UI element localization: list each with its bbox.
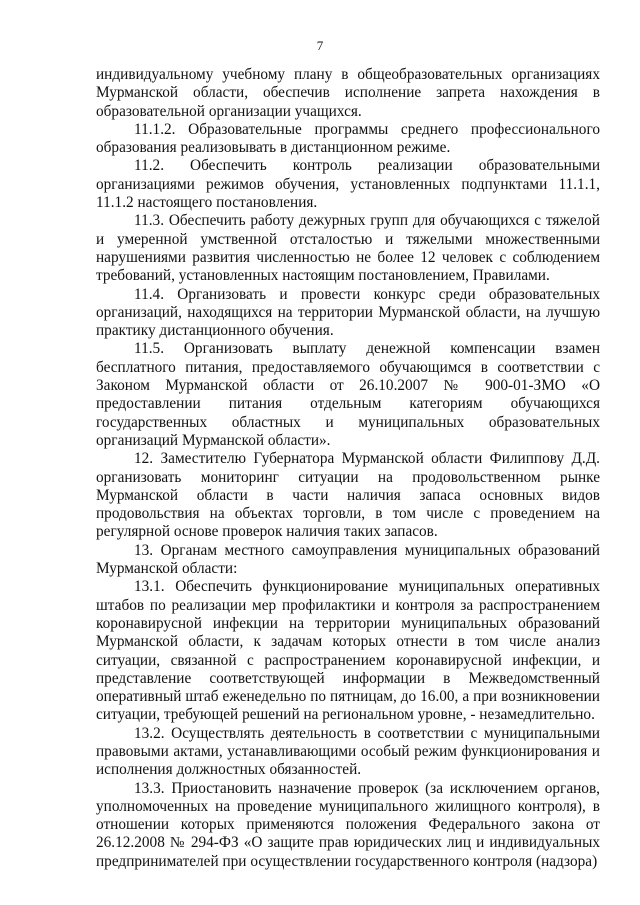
paragraph-11-2: 11.2. Обеспечить контроль реализации образовательными организациями режимов обучения, установленных подпунктами 11.1.1, 11.1.2 настоящего постановления. [96,157,600,212]
paragraph-12: 12. Заместителю Губернатора Мурманской области Филиппову Д.Д. организовать мониторинг ситуации на продовольственном рынке Мурманской области в части наличия запаса основных видов продовольствия на объектах торговли, в том числе с проведением на регулярной основе проверок наличия таких запасов. [96,450,600,541]
paragraph-11-5: 11.5. Организовать выплату денежной компенсации взамен бесплатного питания, предоставляемого обучающимся в соответствии с Законом Мурманской области от 26.10.2007 № 900-01-ЗМО «О предоставлении питания отдельным категориям обучающихся государственных областных и муниципальных образовательных организаций Мурманской области». [96,340,600,449]
page-number: 7 [316,38,324,53]
paragraph-13-1: 13.1. Обеспечить функционирование муниципальных оперативных штабов по реализации мер профилактики и контроля за распространением коронавирусной инфекции на территории муниципальных образований Мурманской области, к задачам которых отнести в том числе анализ ситуации, связанной с распространением коронавирусной инфекции, и представление соответствующей информации в Межведомственный оперативный штаб еженедельно по пятницам, до 16.00, а при возникновении ситуации, требующей решений на региональном уровне, - незамедлительно. [96,578,600,724]
paragraph-11-1-2: 11.1.2. Образовательные программы среднего профессионального образования реализовывать в дистанционном режиме. [96,120,600,157]
paragraph-13-2: 13.2. Осуществлять деятельность в соответствии с муниципальными правовыми актами, устанавливающими особый режим функционирования и исполнения должностных обязанностей. [96,724,600,779]
paragraph-continuation: индивидуальному учебному плану в общеобразовательных организациях Мурманской области, обеспечив исполнение запрета нахождения в образовательной организации учащихся. [96,66,600,120]
document-body [96,66,600,871]
paragraph-13-3: 13.3. Приостановить назначение проверок (за исключением органов, уполномоченных на проведение муниципального жилищного контроля), в отношении которых применяются положения Федерального закона от 26.12.2008 № 294-ФЗ «О защите прав юридических лиц и индивидуальных предпринимателей при осуществлении государственного контроля (надзора) [96,779,600,870]
paragraph-11-4: 11.4. Организовать и провести конкурс среди образовательных организаций, находящихся на территории Мурманской области, на лучшую практику дистанционного обучения. [96,285,600,340]
paragraph-13: 13. Органам местного самоуправления муниципальных образований Мурманской области: [96,541,600,578]
paragraph-11-3: 11.3. Обеспечить работу дежурных групп для обучающихся с тяжелой и умеренной умственной отсталостью и тяжелыми множественными нарушениями развития численностью не более 12 человек с соблюдением требований, установленных настоящим постановлением, Правилами. [96,212,600,285]
